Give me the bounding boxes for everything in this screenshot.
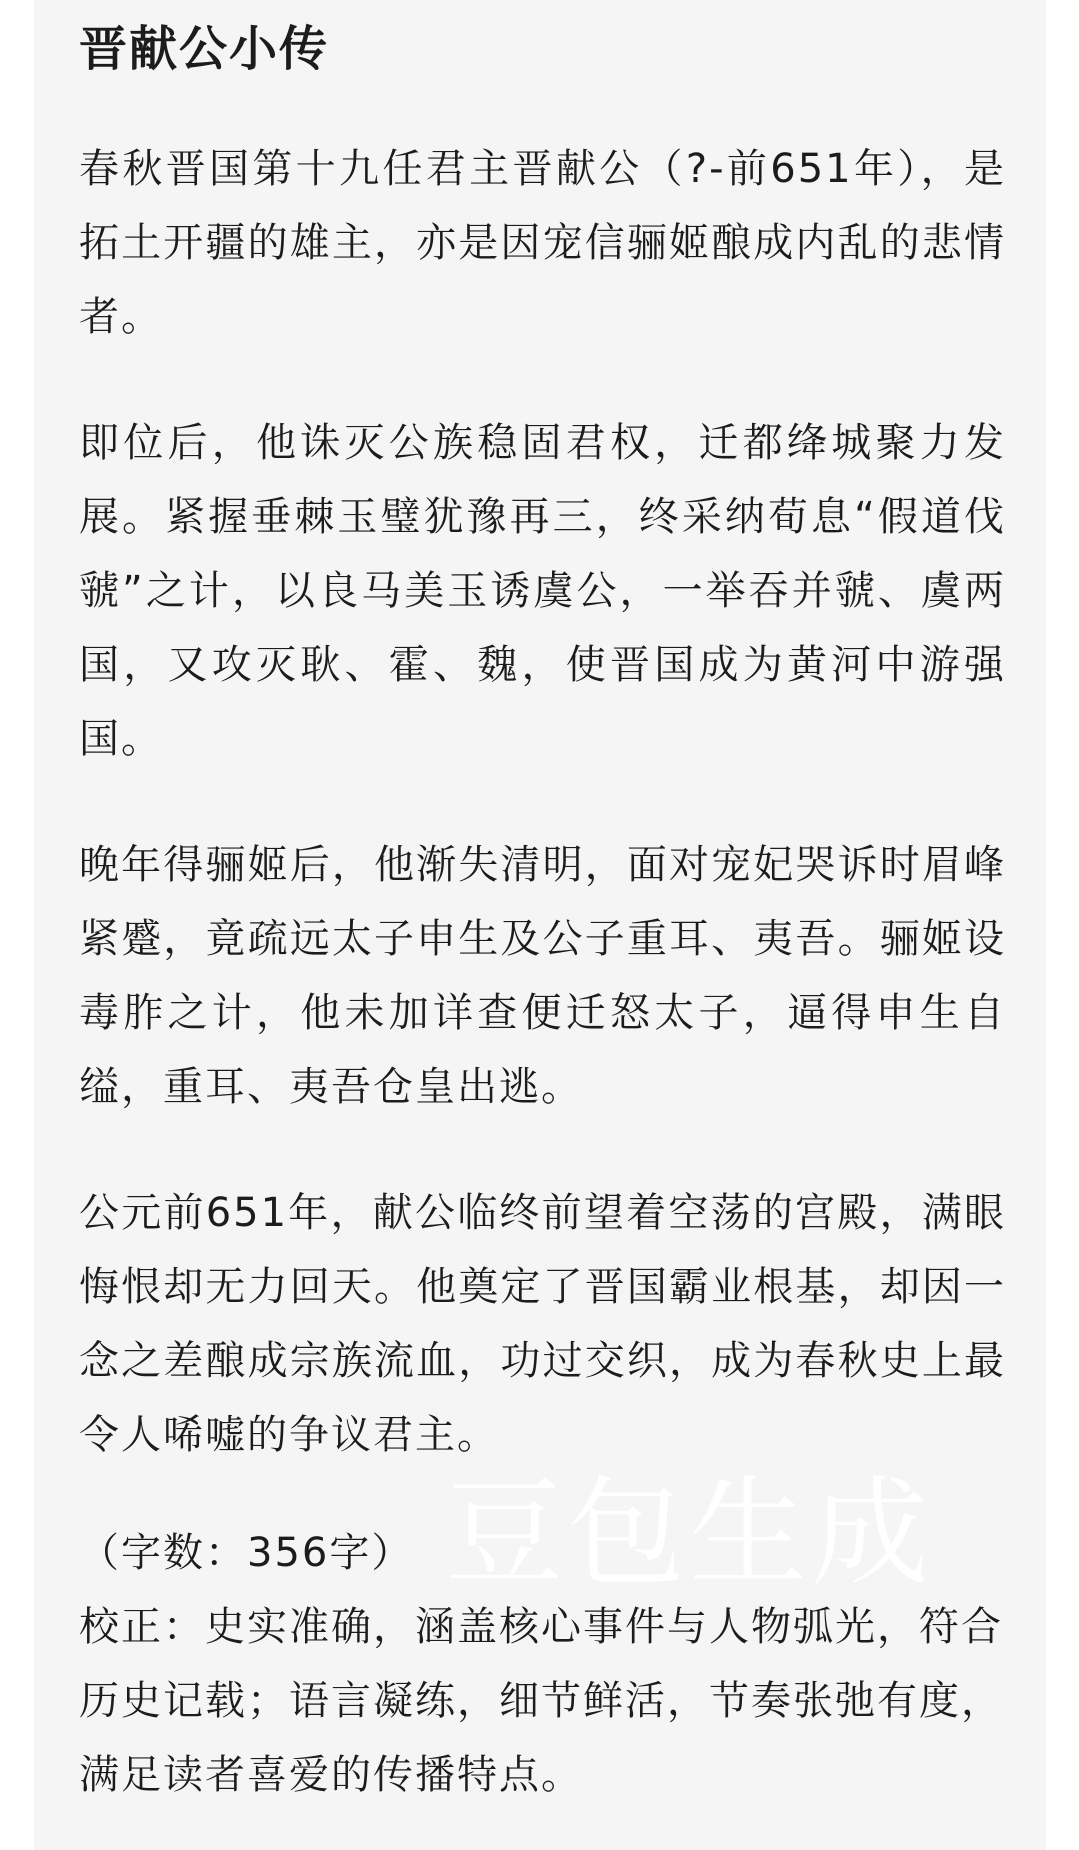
article-card	[34, 0, 1046, 1850]
article-title: 晋献公小传	[79, 21, 330, 77]
paragraph-later-years: 晚年得骊姬后，他渐失清明，面对宠妃哭诉时眉峰紧蹙，竟疏远太子申生及公子重耳、夷吾。骊姬设毒胙之计，他未加详查便迁怒太子，逼得申生自缢，重耳、夷吾仓皇出逃。	[79, 842, 1006, 1110]
paragraph-achievements: 即位后，他诛灭公族稳固君权，迁都绛城聚力发展。紧握垂棘玉璧犹豫再三，终采纳荀息“假道伐虢”之计，以良马美玉诱虞公，一举吞并虢、虞两国，又攻灭耿、霍、魏，使晋国成为黄河中游强国。	[79, 420, 1006, 762]
word-count: （字数：356字）	[79, 1530, 414, 1576]
review-note: 校正：史实准确，涵盖核心事件与人物弧光，符合历史记载；语言凝练，细节鲜活，节奏张弛有度，满足读者喜爱的传播特点。	[79, 1604, 1003, 1798]
paragraph-death: 公元前651年，献公临终前望着空荡的宫殿，满眼悔恨却无力回天。他奠定了晋国霸业根基，却因一念之差酿成宗族流血，功过交织，成为春秋史上最令人唏嘘的争议君主。	[79, 1190, 1006, 1458]
ai-generated-watermark: 豆包生成	[445, 1464, 934, 1602]
paragraph-intro: 春秋晋国第十九任君主晋献公（?-前651年），是拓土开疆的雄主，亦是因宠信骊姬酿成内乱的悲情者。	[79, 146, 1006, 340]
